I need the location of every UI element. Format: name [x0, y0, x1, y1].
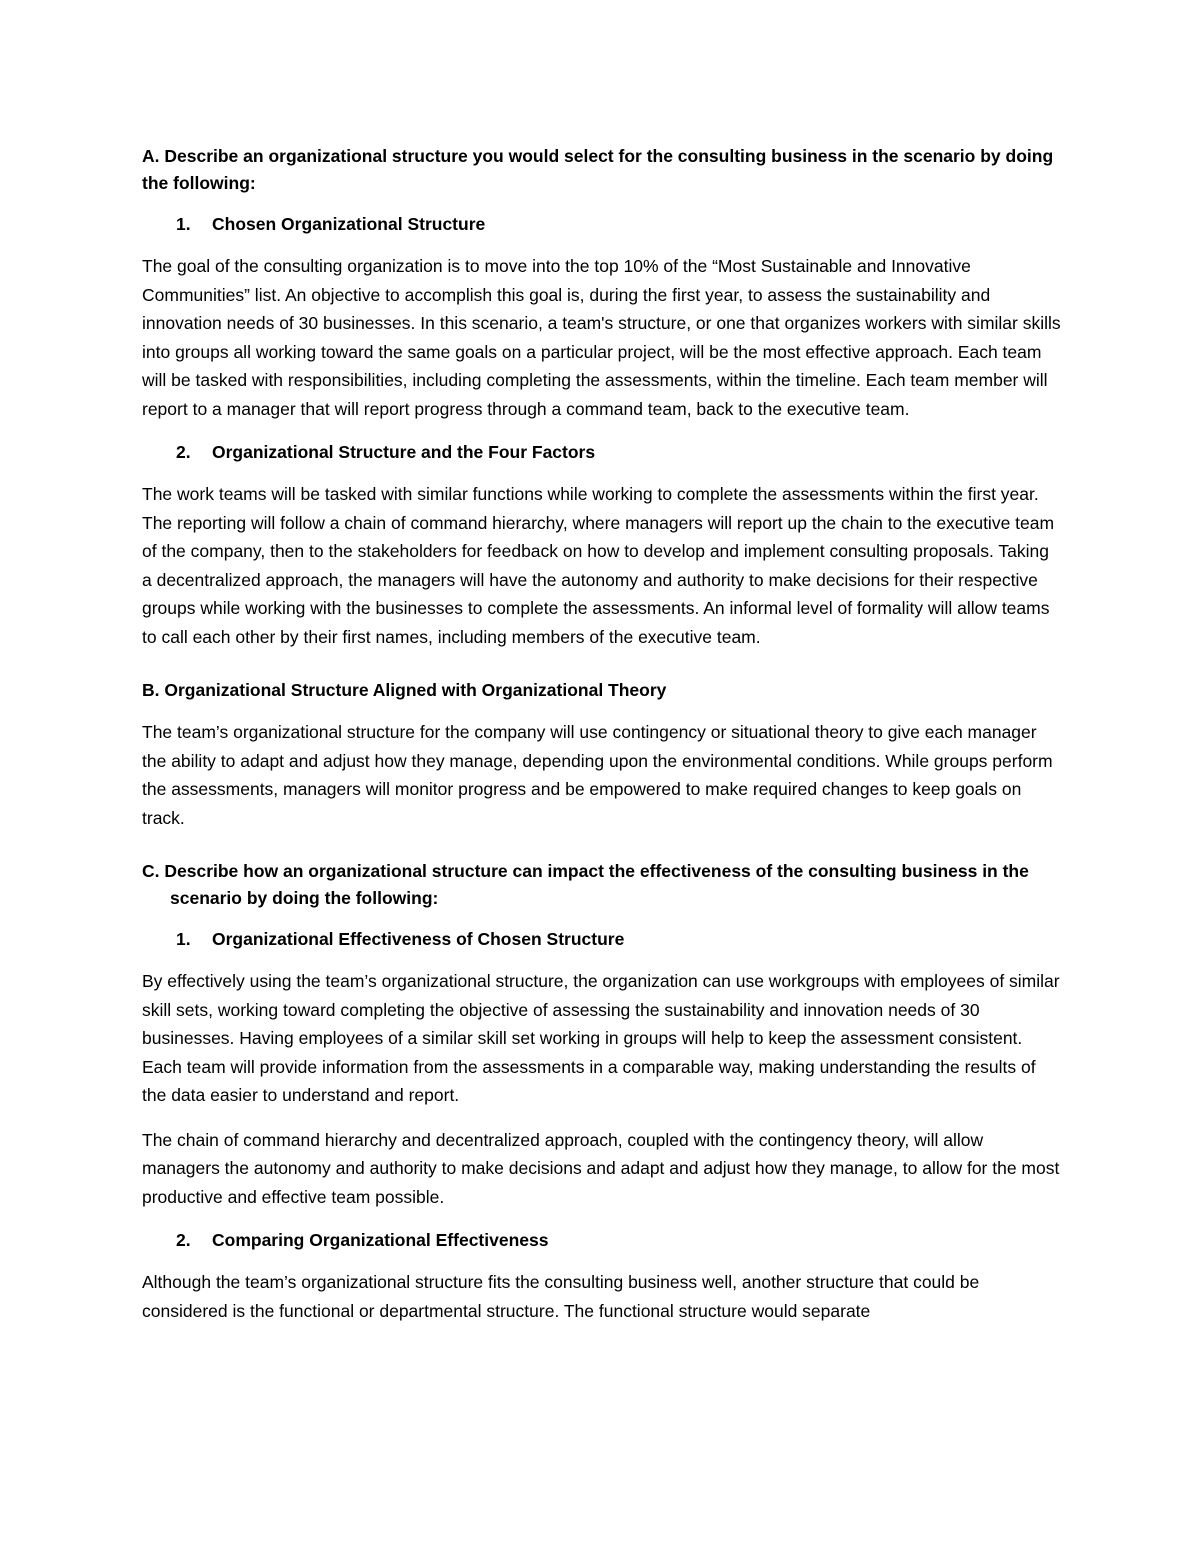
section-b-paragraph: The team’s organizational structure for the company will use contingency or situational theory to give each manager the ability to adapt and adjust how they manage, depending upon the environmental conditions. While groups perform the assessments, managers will monitor progress and be empowered to make required changes to keep goals on track. — [142, 722, 1053, 828]
section-c2-number: 2. — [176, 1230, 191, 1250]
section-c-heading: C. Describe how an organizational structure can impact the effectiveness of the consulting business in the scenario by doing the following: — [142, 861, 1029, 908]
section-c1-heading — [142, 926, 1062, 953]
section-c2-heading — [142, 1227, 1062, 1254]
section-c1-paragraph-1: By effectively using the team’s organizational structure, the organization can use workgroups with employees of similar skill sets, working toward completing the objective of assessing the sustainability and innovation needs of 30 businesses. Having employees of a similar skill set working in groups will help to keep the assessment consistent. Each team will provide information from the assessments in a comparable way, making understanding the results of the data easier to understand and report. — [142, 971, 1060, 1105]
section-c1-number: 1. — [176, 929, 191, 949]
section-a2-paragraph: The work teams will be tasked with similar functions while working to complete the assessments within the first year. The reporting will follow a chain of command hierarchy, where managers will report up the chain to the executive team of the company, then to the stakeholders for feedback on how to develop and implement consulting proposals. Taking a decentralized approach, the managers will have the autonomy and authority to make decisions for their respective groups while working with the businesses to complete the assessments. An informal level of formality will allow teams to call each other by their first names, including members of the executive team. — [142, 484, 1055, 647]
section-c1-title: Organizational Effectiveness of Chosen Structure — [212, 929, 625, 949]
section-a-heading: A. Describe an organizational structure you would select for the consulting business in the scenario by doing the following: — [142, 146, 1054, 193]
section-a1-heading — [142, 211, 1062, 238]
section-c2-paragraph: Although the team’s organizational structure fits the consulting business well, another structure that could be considered is the functional or departmental structure. The functional structure would separate — [142, 1272, 980, 1321]
section-c2-title: Comparing Organizational Effectiveness — [212, 1230, 549, 1250]
section-b-heading: B. Organizational Structure Aligned with Organizational Theory — [142, 680, 667, 700]
section-a2-title: Organizational Structure and the Four Factors — [212, 442, 596, 462]
section-a2-number: 2. — [176, 442, 191, 462]
section-a1-title: Chosen Organizational Structure — [212, 214, 486, 234]
section-a1-paragraph: The goal of the consulting organization is to move into the top 10% of the “Most Sustainable and Innovative Communities” list. An objective to accomplish this goal is, during the first year, to assess the sustainability and innovation needs of 30 businesses. In this scenario, a team's structure, or one that organizes workers with similar skills into groups all working toward the same goals on a particular project, will be the most effective approach. Each team will be tasked with responsibilities, including completing the assessments, within the timeline. Each team member will report to a manager that will report progress through a command team, back to the executive team. — [142, 256, 1061, 419]
section-a1-number: 1. — [176, 214, 191, 234]
section-c1-paragraph-2: The chain of command hierarchy and decentralized approach, coupled with the contingency theory, will allow managers the autonomy and authority to make decisions and adapt and adjust how they manage, to allow for the most productive and effective team possible. — [142, 1129, 1060, 1207]
section-a2-heading — [142, 439, 1062, 466]
document-page — [142, 143, 1062, 1341]
